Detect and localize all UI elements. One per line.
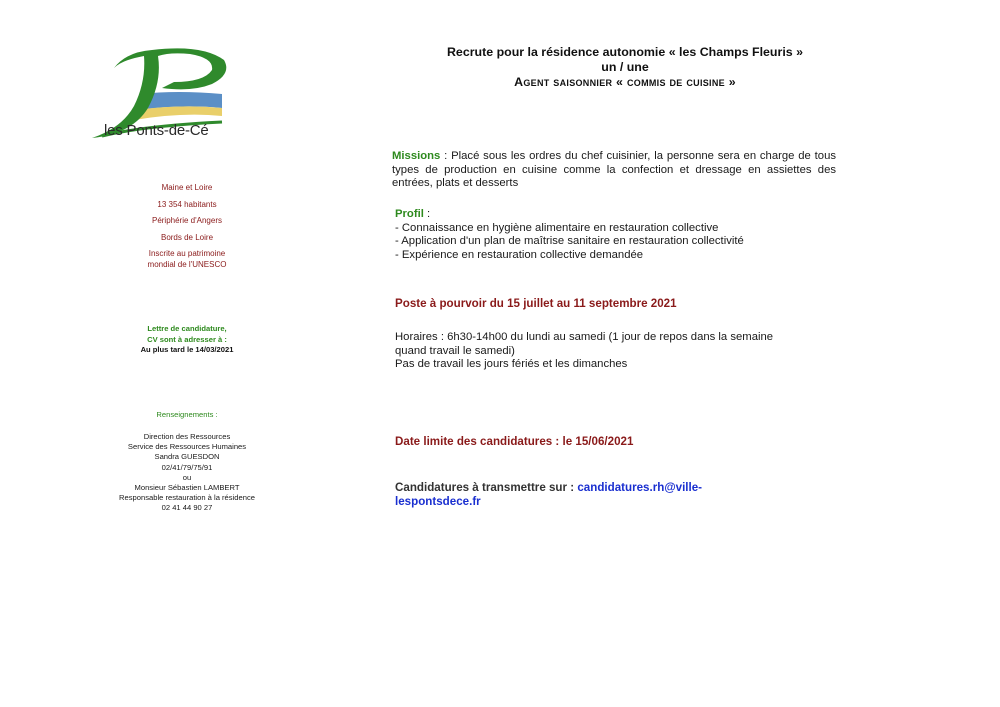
contact-line: Service des Ressources Humaines	[127, 442, 247, 452]
profil-suffix: :	[423, 208, 431, 220]
schedule-line-2: quand travail le samedi)	[395, 344, 515, 357]
contact-line: Monsieur Sébastien LAMBERT	[134, 483, 240, 493]
contact-line: ou	[182, 472, 192, 482]
contact-title: Renseignements :	[156, 410, 218, 419]
missions-section	[392, 150, 836, 191]
contact-line: Sandra GUESDON	[154, 452, 220, 462]
application-submission	[395, 481, 839, 508]
unesco-line-2: mondial de l'UNESCO	[147, 260, 227, 269]
periphery-text: Périphérie d'Angers	[151, 216, 222, 225]
apply-line-2: CV sont à adresser à :	[147, 334, 227, 344]
logo-name: les Ponts-de-Cé	[104, 122, 209, 139]
contact-line: 02/41/79/75/91	[161, 462, 213, 472]
position-dates: Poste à pourvoir du 15 juillet au 11 septembre 2021	[395, 297, 677, 310]
profil-section	[395, 208, 839, 262]
email-part-2[interactable]: lespontsdece.fr	[395, 494, 481, 508]
job-header	[395, 45, 855, 90]
profil-item: - Application d'un plan de maîtrise sanitaire en restauration collectivité	[395, 235, 744, 248]
job-title: Agent saisonnier « commis de cuisine »	[514, 75, 736, 89]
river-text: Bords de Loire	[160, 232, 214, 242]
application-info	[96, 324, 278, 356]
submission-prefix: Candidatures à transmettre sur :	[395, 481, 578, 494]
region-text: Maine et Loire	[161, 183, 213, 192]
unesco-text	[96, 248, 278, 270]
missions-label: Missions	[392, 150, 441, 162]
population-text: 13 354 habitants	[157, 199, 217, 209]
schedule-line-3: Pas de travail les jours fériés et les dimanches	[395, 358, 628, 371]
header-line-1: Recrute pour la résidence autonomie « les Champs Fleuris »	[446, 45, 803, 59]
profil-item: - Expérience en restauration collective demandée	[395, 248, 644, 261]
email-part-1[interactable]: candidatures.rh@ville-	[577, 481, 703, 494]
apply-deadline: Au plus tard le 14/03/2021	[140, 345, 234, 354]
header-line-2: un / une	[601, 60, 649, 74]
contact-line: Direction des Ressources	[143, 432, 231, 441]
contact-info	[96, 432, 278, 514]
schedule-line-1: Horaires : 6h30-14h00 du lundi au samedi (1 jour de repos dans la semaine	[395, 331, 774, 343]
contact-line: Responsable restauration à la résidence	[119, 493, 255, 503]
town-info	[96, 180, 278, 270]
missions-text: : Placé sous les ordres du chef cuisinier, la personne sera en charge de tous types de production en cuisine comme la confection et dressage en assiettes des entrées, plats et desserts	[392, 150, 836, 190]
unesco-line-1: Inscrite au patrimoine	[148, 249, 226, 258]
apply-line-1: Lettre de candidature,	[147, 324, 227, 333]
profil-label: Profil	[395, 208, 424, 220]
profil-item: - Connaissance en hygiène alimentaire en restauration collective	[395, 221, 719, 234]
schedule-section	[395, 331, 839, 372]
application-deadline: Date limite des candidatures : le 15/06/2021	[395, 435, 634, 448]
contact-line: 02 41 44 90 27	[161, 503, 213, 513]
